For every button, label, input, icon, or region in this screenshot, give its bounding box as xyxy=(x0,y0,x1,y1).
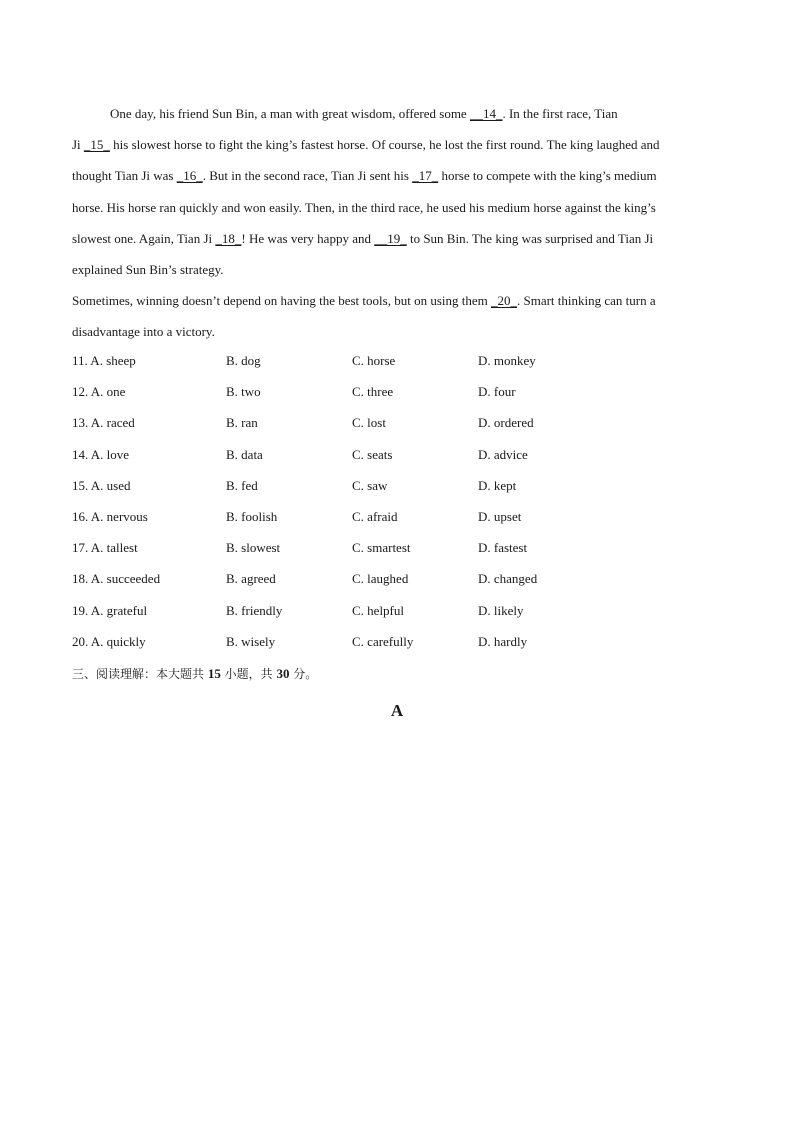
blank-17: _17_ xyxy=(412,168,439,184)
blank-20: _20_ xyxy=(490,293,517,309)
question-row-15 xyxy=(72,470,692,501)
blank-18: _18_ xyxy=(215,230,242,246)
option-b: B. fed xyxy=(226,477,258,493)
option-d: D. advice xyxy=(478,446,528,462)
option-b: B. two xyxy=(226,384,261,400)
question-row-11 xyxy=(72,345,692,376)
question-row-20 xyxy=(72,626,692,657)
option-b: B. dog xyxy=(226,353,261,368)
passage-line: thought Tian Ji was _16_. But in the second race, Tian Ji sent his _17_ horse to compete with the king’s medium xyxy=(72,168,657,184)
option-c: C. afraid xyxy=(352,508,398,524)
passage-line: horse. His horse ran quickly and won easily. Then, in the third race, he used his medium horse against the king’s xyxy=(72,199,656,215)
option-d: D. four xyxy=(478,384,516,400)
question-row-13 xyxy=(72,407,692,438)
option-c: C. three xyxy=(352,384,394,400)
option-b: B. foolish xyxy=(226,508,278,524)
option-a: 11. A. sheep xyxy=(72,353,136,368)
option-c: C. lost xyxy=(352,415,386,431)
option-d: D. changed xyxy=(478,571,538,587)
option-c: C. seats xyxy=(352,446,393,462)
question-row-12 xyxy=(72,376,692,407)
option-a: 15. A. used xyxy=(72,477,131,493)
passage-line: explained Sun Bin’s strategy. xyxy=(72,261,224,277)
option-a: 14. A. love xyxy=(72,446,130,462)
question-row-19 xyxy=(72,595,692,626)
option-d: D. upset xyxy=(478,508,522,524)
option-c: C. saw xyxy=(352,477,388,493)
blank-16: _16_ xyxy=(176,168,203,184)
option-a: 16. A. nervous xyxy=(72,508,148,524)
option-a: 19. A. grateful xyxy=(72,602,148,618)
question-row-17 xyxy=(72,532,692,563)
option-b: B. wisely xyxy=(226,633,276,649)
option-b: B. agreed xyxy=(226,571,276,587)
option-c: C. carefully xyxy=(352,633,414,649)
option-d: D. kept xyxy=(478,477,517,493)
blank-19: __19_ xyxy=(374,230,407,246)
option-d: D. fastest xyxy=(478,540,528,556)
option-d: D. likely xyxy=(478,602,524,618)
option-a: 12. A. one xyxy=(72,384,126,400)
passage-line: disadvantage into a victory. xyxy=(72,324,215,340)
option-c: C. smartest xyxy=(352,540,411,556)
question-row-16 xyxy=(72,501,692,532)
option-a: 18. A. succeeded xyxy=(72,571,161,587)
section-heading: 三、阅读理解：本大题共 15 小题，共 30 分。 xyxy=(72,666,318,681)
option-c: C. helpful xyxy=(352,602,404,618)
option-a: 13. A. raced xyxy=(72,415,135,431)
option-a: 17. A. tallest xyxy=(72,540,138,556)
option-d: D. hardly xyxy=(478,633,528,649)
option-b: B. data xyxy=(226,446,263,462)
option-d: D. monkey xyxy=(478,353,536,368)
part-label: A xyxy=(390,701,404,720)
option-d: D. ordered xyxy=(478,415,534,431)
question-row-14 xyxy=(72,439,692,470)
passage-line: Sometimes, winning doesn’t depend on having the best tools, but on using them _20_. Smart thinking can turn a xyxy=(72,293,656,309)
passage-line: One day, his friend Sun Bin, a man with great wisdom, offered some __14_. In the first race, Tian xyxy=(110,106,618,121)
blank-15: _15_ xyxy=(83,137,110,153)
blank-14: __14_ xyxy=(469,106,503,121)
option-b: B. friendly xyxy=(226,602,283,618)
answer-options xyxy=(72,345,692,657)
passage-line: slowest one. Again, Tian Ji _18_! He was very happy and __19_ to Sun Bin. The king was surprised and Tian Ji xyxy=(72,230,654,246)
option-b: B. ran xyxy=(226,415,258,431)
option-c: C. laughed xyxy=(352,571,409,587)
option-c: C. horse xyxy=(352,353,396,368)
passage-line: Ji _15_ his slowest horse to fight the king’s fastest horse. Of course, he lost the first round. The king laughed and xyxy=(72,137,660,153)
option-a: 20. A. quickly xyxy=(72,633,146,649)
question-row-18 xyxy=(72,563,692,594)
option-b: B. slowest xyxy=(226,540,281,556)
cloze-passage xyxy=(72,98,722,348)
